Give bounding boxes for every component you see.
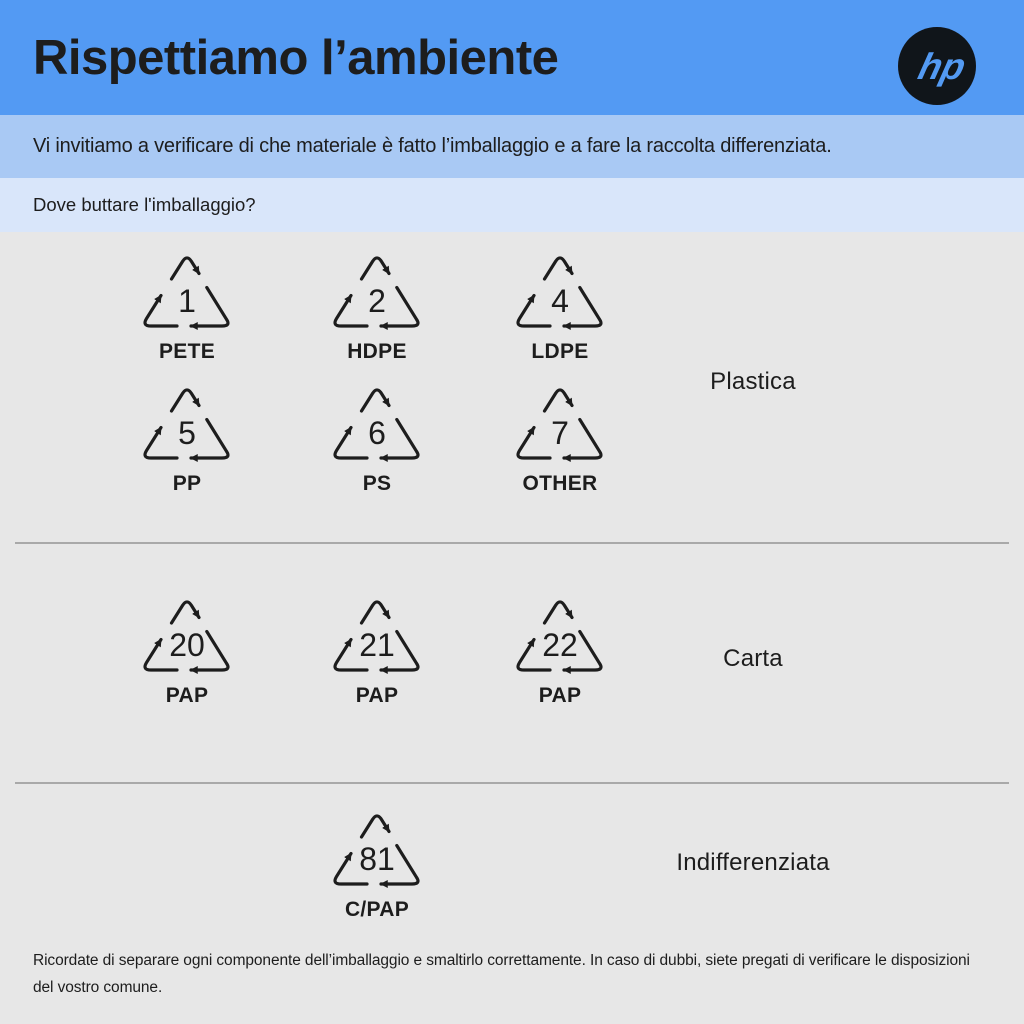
- resin-code: 6: [368, 415, 386, 451]
- resin-code: 5: [178, 415, 196, 451]
- recycling-triangle-icon: [510, 382, 610, 470]
- section-divider: [15, 542, 1009, 544]
- recycling-triangle-icon: [137, 594, 237, 682]
- material-code: 22: [542, 627, 578, 663]
- category-label-indifferenziata: Indifferenziata: [676, 849, 830, 876]
- question-band: [0, 178, 1024, 232]
- question-text: Dove buttare l'imballaggio?: [33, 194, 256, 215]
- recycling-triangle-icon: [510, 594, 610, 682]
- recycle-symbol-pap-20: [127, 594, 247, 708]
- recycle-symbol-other: [500, 382, 620, 496]
- recycle-symbol-ps: [317, 382, 437, 496]
- recycle-symbol-hdpe: [317, 250, 437, 364]
- resin-code: 4: [551, 283, 569, 319]
- recycling-triangle-icon: [327, 382, 427, 470]
- recycle-symbol-pap-21: [317, 594, 437, 708]
- material-code: 81: [359, 841, 395, 877]
- recycle-symbol-pp: [127, 382, 247, 496]
- recycling-triangle-icon: [510, 250, 610, 338]
- material-code-label: PS: [362, 472, 392, 495]
- recycling-triangle-icon: [327, 808, 427, 896]
- recycle-symbol-pete: [127, 250, 247, 364]
- section-divider: [15, 782, 1009, 784]
- material-code-label: PAP: [355, 684, 399, 707]
- resin-code: 2: [368, 283, 386, 319]
- recycling-triangle-icon: [137, 382, 237, 470]
- recycling-codes-panel: [0, 232, 1024, 1024]
- material-code-label: PP: [172, 472, 202, 495]
- resin-code: 1: [178, 283, 196, 319]
- subheader-text: Vi invitiamo a verificare di che materiale è fatto l’imballaggio e a fare la raccolta differenziata.: [33, 135, 832, 157]
- footer-note: Ricordate di separare ogni componente dell’imballaggio e smaltirlo correttamente. In caso di dubbi, siete pregati di verificare le disposizioni del vostro comune.: [33, 952, 970, 996]
- material-code-label: PETE: [158, 340, 216, 363]
- material-code-label: PAP: [538, 684, 582, 707]
- material-code: 20: [169, 627, 205, 663]
- recycling-triangle-icon: [327, 250, 427, 338]
- material-code-label: OTHER: [522, 472, 598, 495]
- page-title: Rispettiamo l’ambiente: [33, 30, 559, 85]
- subheader-band: [0, 115, 1024, 178]
- resin-code: 7: [551, 415, 569, 451]
- category-label-carta: Carta: [723, 645, 783, 672]
- hp-logo-text: hp: [914, 45, 970, 87]
- recycling-triangle-icon: [137, 250, 237, 338]
- recycling-triangle-icon: [327, 594, 427, 682]
- category-label-plastica: Plastica: [710, 368, 796, 395]
- recycle-symbol-cpap-81: [317, 808, 437, 922]
- recycle-symbol-ldpe: [500, 250, 620, 364]
- header-band: [0, 0, 1024, 115]
- material-code-label: PAP: [165, 684, 209, 707]
- recycle-symbol-pap-22: [500, 594, 620, 708]
- material-code-label: C/PAP: [344, 898, 410, 921]
- material-code-label: LDPE: [531, 340, 589, 363]
- material-code: 21: [359, 627, 395, 663]
- material-code-label: HDPE: [347, 340, 407, 363]
- hp-logo-icon: [898, 27, 976, 105]
